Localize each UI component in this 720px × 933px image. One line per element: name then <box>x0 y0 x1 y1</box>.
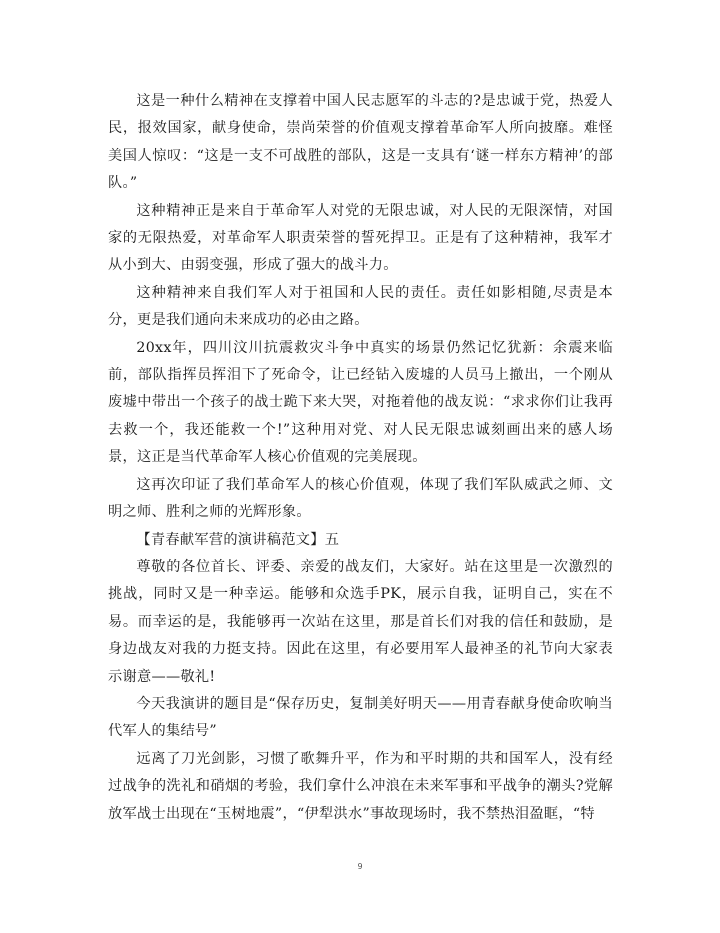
paragraph-4: 20xx年，四川汶川抗震救灾斗争中真实的场景仍然记忆犹新：余震来临前，部队指挥员挥泪下了死命令，让已经钻入废墟的人员马上撤出，一个刚从废墟中带出一个孩子的战士跪下来大哭，对拖着他的战友说：“求求你们让我再去救一个，我还能救一个!”这种用对党、对人民无限忠诚刻画出来的感人场景，这正是当代革命军人核心价值观的完美展现。 <box>108 339 613 466</box>
paragraph-1: 这是一种什么精神在支撑着中国人民志愿军的斗志的?是忠诚于党，热爱人民，报效国家，献身使命，崇尚荣誉的价值观支撑着革命军人所向披靡。难怪美国人惊叹：“这是一支不可战胜的部队，这是一支具有‘谜一样东方精神’的部队。” <box>108 93 613 192</box>
paragraph-8: 远离了刀光剑影，习惯了歌舞升平，作为和平时期的共和国军人，没有经过战争的洗礼和硝烟的考验，我们拿什么冲浪在未来军事和平战争的潮头?党解放军战士出现在“玉树地震”，“伊犁洪水”事故现场时，我不禁热泪盈眶，“特 <box>108 750 613 822</box>
paragraph-3: 这种精神来自我们军人对于祖国和人民的责任。责任如影相随,尽责是本分，更是我们通向未来成功的必由之路。 <box>108 284 613 329</box>
paragraph-7: 今天我演讲的题目是“保存历史，复制美好明天——用青春献身使命吹响当代军人的集结号” <box>108 695 613 740</box>
document-body <box>108 88 613 828</box>
paragraph-2: 这种精神正是来自于革命军人对党的无限忠诚，对人民的无限深情，对国家的无限热爱，对革命军人职责荣誉的誓死捍卫。正是有了这种精神，我军才从小到大、由弱变强，形成了强大的战斗力。 <box>108 202 613 274</box>
section-heading: 【青春献军营的演讲稿范文】五 <box>136 531 340 548</box>
paragraph-6: 尊敬的各位首长、评委、亲爱的战友们，大家好。站在这里是一次激烈的挑战，同时又是一种幸运。能够和众选手PK，展示自我，证明自己，实在不易。而幸运的是，我能够再一次站在这里，那是首长们对我的信任和鼓励，是身边战友对我的力挺支持。因此在这里，有必要用军人最神圣的礼节向大家表示谢意——敬礼! <box>108 558 613 685</box>
page-number: 9 <box>357 862 363 871</box>
paragraph-5: 这再次印证了我们革命军人的核心价值观，体现了我们军队威武之师、文明之师、胜利之师的光辉形象。 <box>108 476 613 521</box>
